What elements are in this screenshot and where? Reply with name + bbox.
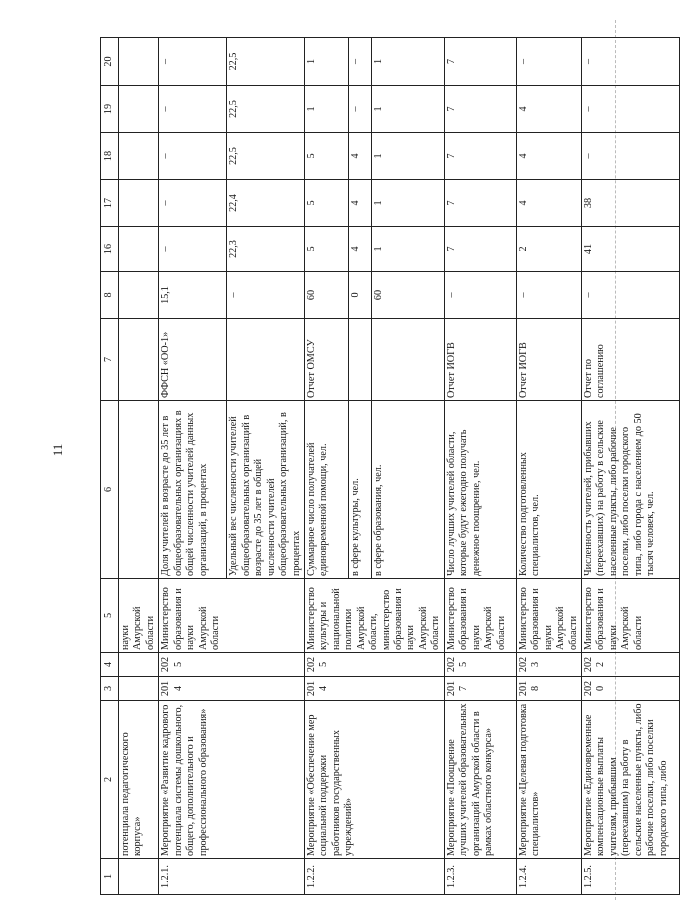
cell-start: 2018 [516, 677, 581, 701]
cell-start: 2017 [444, 677, 516, 701]
cell-value-v16: 1 [371, 227, 444, 272]
cell-value-v17: 4 [516, 180, 581, 227]
cell-start: 2020 [581, 677, 679, 701]
cell-start [119, 677, 159, 701]
table-row [159, 38, 227, 895]
cell-empty [119, 227, 159, 272]
cell-source: Отчет по соглашению [581, 319, 679, 401]
cell-source: ФФСН «ОО-1» [159, 319, 227, 401]
cell-value-v16: 5 [304, 227, 348, 272]
cell-indicator: Удельный вес численности учителей общеобразовательных организаций в возрасте до 35 лет в общей численности учителей общеобразовательных организаций, в процентах [227, 401, 305, 579]
cell-empty [119, 401, 159, 579]
cell-source: Отчет ИОГВ [516, 319, 581, 401]
cell-value-v20: 22,5 [227, 38, 305, 86]
table-body [119, 38, 680, 895]
document-stage [100, 38, 669, 895]
cell-value-v18: 4 [516, 133, 581, 180]
cell-executor: Министерство образования и науки Амурской области [444, 579, 516, 653]
cell-name: Мероприятие «Развитие кадрового потенциала системы дошкольного, общего, дополнительного и профессионального образования» [159, 701, 305, 859]
column-header: 3 [101, 677, 119, 701]
cell-value-v18: 7 [444, 133, 516, 180]
cell-value-v20: 1 [371, 38, 444, 86]
cell-indicator: Численность учителей, прибывших (переехавших) на работу в сельские населенные пункты, либо рабочие поселки, либо поселки городского типа, либо города с населением до 50 тысяч человек, чел. [581, 401, 679, 579]
cell-executor: Министерство образования и науки Амурской области [581, 579, 679, 653]
cell-end [119, 653, 159, 677]
table-row [444, 38, 516, 895]
cell-num: 1.2.3. [444, 859, 516, 895]
table-row [516, 38, 581, 895]
cell-value-v8: 60 [304, 272, 348, 319]
cell-value-v19: – [159, 86, 227, 133]
column-header: 19 [101, 86, 119, 133]
cell-value-v17: 5 [304, 180, 348, 227]
cell-empty [119, 38, 159, 86]
cell-value-v20: 7 [444, 38, 516, 86]
cell-name: Мероприятие «Поощрение лучших учителей образовательных организаций Амурской области в рамках областного конкурса» [444, 701, 516, 859]
cell-value-v18: – [581, 133, 679, 180]
cell-value-v17: – [159, 180, 227, 227]
cell-value-v20: – [348, 38, 371, 86]
cell-value-v8: – [444, 272, 516, 319]
cell-value-v8: 0 [348, 272, 371, 319]
table-row [304, 38, 348, 895]
rotated-table-container [100, 38, 669, 895]
cell-value-v20: 1 [304, 38, 348, 86]
cell-end: 2022 [581, 653, 679, 677]
cell-source: Отчет ИОГВ [444, 319, 516, 401]
column-header: 7 [101, 319, 119, 401]
cell-source: Отчет ОМСУ [304, 319, 348, 401]
column-header: 4 [101, 653, 119, 677]
cell-empty [119, 319, 159, 401]
cell-indicator: Число лучших учителей области, которые будут ежегодно получать денежное поощрение, чел. [444, 401, 516, 579]
cell-value-v16: 41 [581, 227, 679, 272]
column-header: 6 [101, 401, 119, 579]
column-header: 17 [101, 180, 119, 227]
cell-empty [119, 272, 159, 319]
cell-end: 2025 [304, 653, 444, 677]
cell-num: 1.2.5. [581, 859, 679, 895]
cell-value-v19: 7 [444, 86, 516, 133]
cell-value-v17: 1 [371, 180, 444, 227]
cell-name: Мероприятие «Целевая подготовка специалистов» [516, 701, 581, 859]
cell-name: Мероприятие «Обеспечение мер социальной поддержки работников государственных учреждений» [304, 701, 444, 859]
cell-value-v20: – [581, 38, 679, 86]
cell-value-v19: 1 [304, 86, 348, 133]
cell-value-v19: – [581, 86, 679, 133]
cell-num: 1.2.2. [304, 859, 444, 895]
cell-executor: науки Амурской области [119, 579, 159, 653]
column-header: 20 [101, 38, 119, 86]
cell-value-v19: 22,5 [227, 86, 305, 133]
cell-start: 2014 [159, 677, 305, 701]
cell-value-v16: 22,3 [227, 227, 305, 272]
cell-indicator: Количество подготовленных специалистов, чел. [516, 401, 581, 579]
column-header: 8 [101, 272, 119, 319]
cell-value-v19: 4 [516, 86, 581, 133]
cell-executor: Министерство культуры и национальной политики Амурской области, министерство образования и науки Амурской области [304, 579, 444, 653]
cell-value-v16: 7 [444, 227, 516, 272]
column-header: 5 [101, 579, 119, 653]
cell-source [371, 319, 444, 401]
cell-num: 1.2.1. [159, 859, 305, 895]
cell-value-v17: 22,4 [227, 180, 305, 227]
program-measures-table [100, 37, 680, 895]
column-header: 16 [101, 227, 119, 272]
cell-value-v18: 1 [371, 133, 444, 180]
cell-indicator: Доля учителей в возрасте до 35 лет в общеобразовательных организациях в общей численности учителей данных организаций, в процентах [159, 401, 227, 579]
table-row [581, 38, 679, 895]
cell-value-v8: 60 [371, 272, 444, 319]
cell-value-v16: 2 [516, 227, 581, 272]
cell-name: потенциала педагогического корпуса» [119, 701, 159, 859]
column-header: 18 [101, 133, 119, 180]
cell-value-v18: – [159, 133, 227, 180]
cell-empty [119, 86, 159, 133]
cell-end: 2023 [516, 653, 581, 677]
cell-start: 2014 [304, 677, 444, 701]
cell-value-v8: 15,1 [159, 272, 227, 319]
cell-source [348, 319, 371, 401]
cell-executor: Министерство образования и науки Амурской области [159, 579, 305, 653]
cell-value-v20: – [159, 38, 227, 86]
cell-value-v16: 4 [348, 227, 371, 272]
cell-indicator: в сфере образования, чел. [371, 401, 444, 579]
cell-value-v18: 5 [304, 133, 348, 180]
cell-value-v8: – [581, 272, 679, 319]
cell-num: 1.2.4. [516, 859, 581, 895]
header-row [101, 38, 119, 895]
cell-value-v19: 1 [371, 86, 444, 133]
cell-indicator: Суммарное число получателей единовременной помощи, чел. [304, 401, 348, 579]
cell-executor: Министерство образования и науки Амурской области [516, 579, 581, 653]
cell-empty [119, 180, 159, 227]
cell-num [119, 859, 159, 895]
column-header: 1 [101, 859, 119, 895]
cell-name: Мероприятие «Единовременные компенсационные выплаты учителям, прибывшим (переехавшим) на работу в сельские населенные пункты, либо рабочие поселки, либо поселки городского типа, либо [581, 701, 679, 859]
cell-value-v20: – [516, 38, 581, 86]
cell-value-v8: – [227, 272, 305, 319]
cell-source [227, 319, 305, 401]
cell-empty [119, 133, 159, 180]
cell-value-v19: – [348, 86, 371, 133]
column-header: 2 [101, 701, 119, 859]
cell-value-v17: 4 [348, 180, 371, 227]
cell-value-v18: 4 [348, 133, 371, 180]
cell-value-v17: 38 [581, 180, 679, 227]
cell-indicator: в сфере культуры, чел. [348, 401, 371, 579]
cell-value-v16: – [159, 227, 227, 272]
cell-value-v18: 22,5 [227, 133, 305, 180]
cell-value-v17: 7 [444, 180, 516, 227]
table-row [119, 38, 159, 895]
cell-value-v8: – [516, 272, 581, 319]
cell-end: 2025 [444, 653, 516, 677]
page-number: 11 [50, 443, 65, 457]
cell-end: 2025 [159, 653, 305, 677]
